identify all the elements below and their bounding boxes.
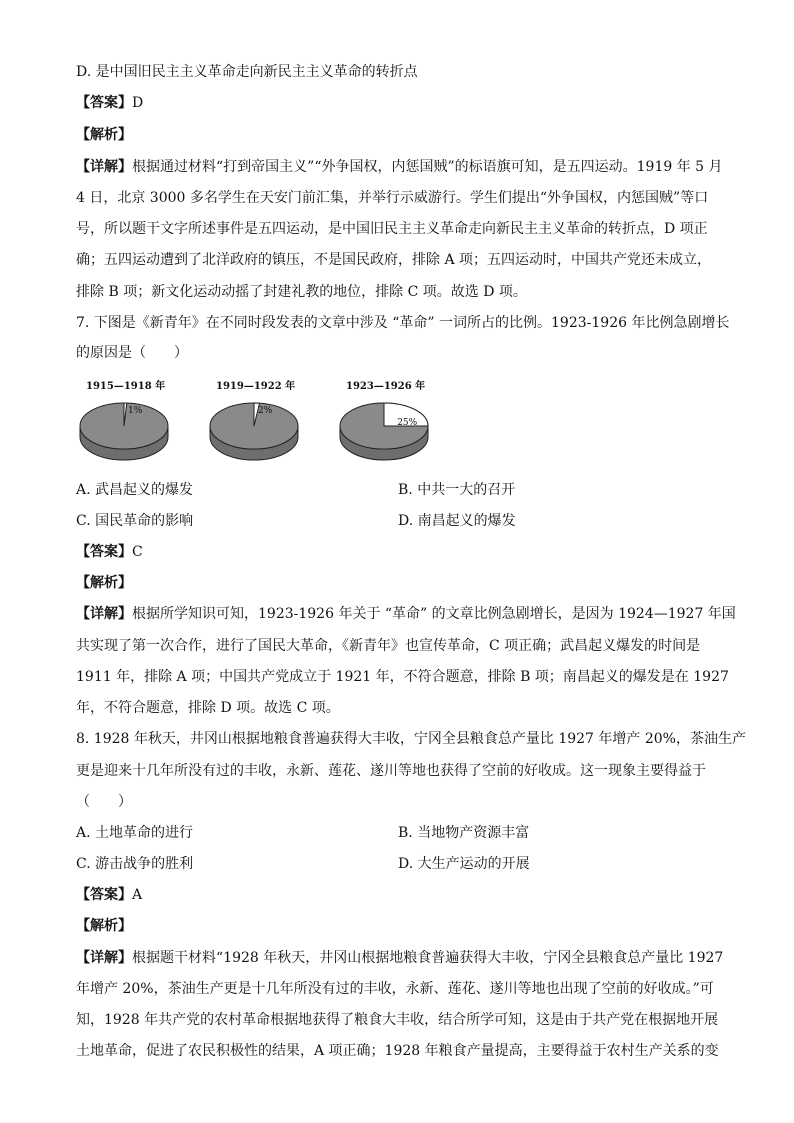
pie-percent-label: 25% [397, 417, 418, 428]
answer-tag: 【答案】 [76, 544, 132, 560]
q7-option-b: B. 中共一大的召开 [398, 482, 516, 498]
q7-option-d: D. 南昌起义的爆发 [398, 513, 516, 529]
q6-detail-line: 4 日，北京 3000 多名学生在天安门前汇集，并举行示威游行。学生们提出“外争国权，内惩国贼”等口 [76, 190, 709, 206]
q6-detail-line: 号，所以题干文字所述事件是五四运动，是中国旧民主主义革命走向新民主主义革命的转折点，D 项正 [76, 221, 708, 237]
pie-title: 1915—1918 年 [86, 381, 166, 392]
q8-detail-line: 土地革命，促进了农民积极性的结果，A 项正确；1928 年粮食产量提高，主要得益于农村生产关系的变 [76, 1043, 719, 1059]
q7-option-a: A. 武昌起义的爆发 [76, 482, 194, 498]
q8-stem-line: （ ） [76, 794, 132, 810]
q8-option-d: D. 大生产运动的开展 [398, 856, 530, 872]
q8-answer-line [76, 885, 142, 905]
q7-analysis-tag: 【解析】 [76, 575, 132, 591]
pie-charts-figure [72, 378, 432, 468]
answer-tag: 【答案】 [76, 95, 132, 111]
q6-detail-line: 排除 B 项；新文化运动动摇了封建礼教的地位，排除 C 项。故选 D 项。 [76, 284, 527, 300]
answer-tag: 【答案】 [76, 887, 132, 903]
q6-detail-line: 确；五四运动遭到了北洋政府的镇压，不是国民政府，排除 A 项；五四运动时，中国共产党还未成立， [76, 252, 712, 268]
q8-detail-line: 【详解】根据题干材料“1928 年秋天，井冈山根据地粮食普遍获得大丰收，宁冈全县粮食总产量比 1927 [76, 950, 724, 966]
pie-percent-label: 2% [258, 406, 273, 416]
q8-detail-line: 知，1928 年共产党的农村革命根据地获得了粮食大丰收，结合所学可知，这是由于共产党在根据地开展 [76, 1012, 719, 1028]
q7-detail-line: 【详解】根据所学知识可知，1923-1926 年关于 “革命” 的文章比例急剧增长，是因为 1924—1927 年国 [76, 606, 736, 622]
q6-answer-line [76, 93, 143, 113]
q7-stem-line: 的原因是（ ） [76, 345, 188, 361]
q7-stem-line: 7. 下图是《新青年》在不同时段发表的文章中涉及 “革命” 一词所占的比例。1923-1926 年比例急剧增长 [76, 315, 730, 331]
q7-answer-line [76, 542, 143, 562]
pie-percent-label: 1% [128, 406, 143, 416]
q7-detail-line: 共实现了第一次合作，进行了国民大革命，《新青年》也宣传革命，C 项正确；武昌起义爆发的时间是 [76, 638, 701, 654]
pie-title: 1919—1922 年 [216, 381, 296, 392]
detail-tag: 【详解】 [76, 950, 132, 966]
q8-analysis-tag: 【解析】 [76, 918, 132, 934]
q7-option-c: C. 国民革命的影响 [76, 513, 194, 529]
pie-charts-svg [72, 378, 432, 468]
detail-tag: 【详解】 [76, 159, 132, 175]
q8-option-c: C. 游击战争的胜利 [76, 856, 194, 872]
q8-stem-line: 更是迎来十几年所没有过的丰收，永新、莲花、遂川等地也获得了空前的好收成。这一现象主要得益于 [76, 763, 706, 779]
q8-option-a: A. 土地革命的进行 [76, 825, 194, 841]
q7-detail-line: 年，不符合题意，排除 D 项。故选 C 项。 [76, 700, 340, 716]
answer-value: C [132, 544, 143, 560]
q6-detail-line: 【详解】根据通过材料“打到帝国主义”“外争国权，内惩国贼”的标语旗可知，是五四运动。1919 年 5 月 [76, 159, 723, 175]
pie-title: 1923—1926 年 [346, 381, 426, 392]
q8-detail-line: 年增产 20%，茶油生产更是十几年所没有过的丰收，永新、莲花、遂川等地也出现了空前的好收成。”可 [76, 981, 714, 997]
q7-detail-line: 1911 年，排除 A 项；中国共产党成立于 1921 年，不符合题意，排除 B 项；南昌起义的爆发是在 1927 [76, 669, 729, 685]
q6-option-d: D. 是中国旧民主主义革命走向新民主主义革命的转折点 [76, 64, 418, 80]
q6-analysis-tag: 【解析】 [76, 127, 132, 143]
answer-value: D [132, 95, 144, 111]
answer-value: A [132, 887, 143, 903]
q8-stem-line: 8. 1928 年秋天，井冈山根据地粮食普遍获得大丰收，宁冈全县粮食总产量比 1927 年增产 20%，茶油生产 [76, 731, 746, 747]
detail-tag: 【详解】 [76, 606, 132, 622]
q8-option-b: B. 当地物产资源丰富 [398, 825, 530, 841]
